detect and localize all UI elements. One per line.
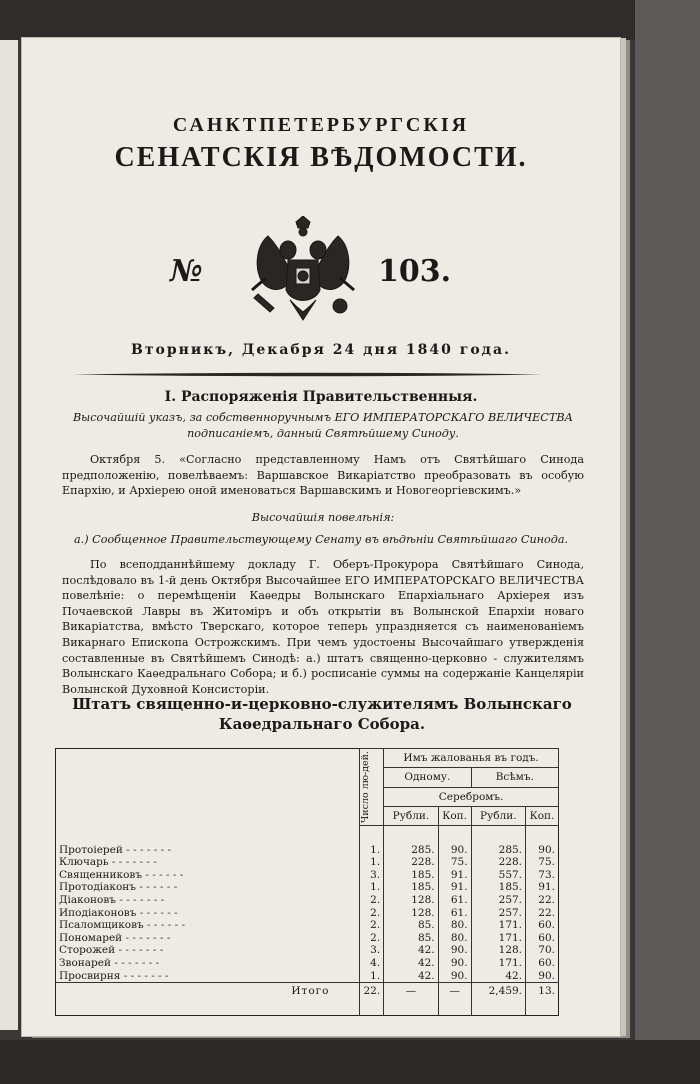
table-total-row: Итого 22. — — 2,459. 13. xyxy=(56,983,559,1000)
table-row: Просвирня - - - - - - - 1. 42. 90. 42. 90. xyxy=(56,970,559,983)
masthead-line-2: СЕНАТСКІЯ ВѢДОМОСТИ. xyxy=(114,142,528,173)
ornamental-rule xyxy=(72,372,542,377)
commands-heading: Высочайшія повелѣнія: xyxy=(251,511,395,524)
table-row: Псаломщиковъ - - - - - - 2. 85. 80. 171. 60. xyxy=(56,919,559,932)
issue-number: 103. xyxy=(378,254,452,289)
decree-heading-line-2: подписаніемъ, данный Святѣйшему Синоду. xyxy=(187,426,459,440)
header-rub-1: Рубли. xyxy=(384,806,438,825)
header-rub-2: Рубли. xyxy=(471,806,525,825)
table-row: Иподіаконовъ - - - - - - 2. 128. 61. 257. 22. xyxy=(56,907,559,920)
table-row: Сторожей - - - - - - - 3. 42. 90. 128. 70. xyxy=(56,944,559,957)
masthead-line-1: САНКТПЕТЕРБУРГСКІЯ xyxy=(172,114,470,136)
newspaper-page xyxy=(22,38,620,1036)
table-header-blank xyxy=(56,749,360,826)
table-row: Священниковъ - - - - - - 3. 185. 91. 557. 73. xyxy=(56,869,559,882)
table-row: Діаконовъ - - - - - - - 2. 128. 61. 257. 22. xyxy=(56,894,559,907)
header-kop-1: Коп. xyxy=(438,806,471,825)
double-headed-eagle-emblem xyxy=(248,216,358,328)
issue-date: Вторникъ, Декабря 24 дня 1840 года. xyxy=(131,342,511,358)
table-row: Ключарь - - - - - - - 1. 228. 75. 228. 75. xyxy=(56,856,559,869)
commands-text: По всеподданнѣйшему докладу Г. Оберъ-Прокурора Святѣйшаго Синода, послѣдовало въ 1-й день Октября Высочайшее ЕГО ИМПЕРАТОРСКАГО ВЕЛИЧЕСТВА повелѣніе: о перемѣщеніи Каѳедры Волынскаго Епархіальнаго Архіерея изъ Почаевской Лавры въ Житоміръ и объ открытіи въ Волынской Епархіи новаго Викаріатства, вмѣсто Тверскаго, которое теперь упраздняется съ наименованіемъ Викарнаго Епископа Острожскимъ. При чемъ удостоены Высочайшаго утвержденія составленные въ Святѣйшемъ Синодѣ: а.) штатъ священно-церковно - служителямъ Волынскаго Каѳедральнаго Собора; и б.) росписаніе суммы на содержаніе Канцеляріи Волынской Духовной Консисторіи. xyxy=(62,558,584,696)
number-sign: № xyxy=(170,254,203,289)
header-one: Одному. xyxy=(384,768,471,787)
previous-page-edge xyxy=(0,40,18,1030)
header-salary: Имъ жалованья въ годъ. xyxy=(384,749,559,768)
scan-background-bottom xyxy=(0,1040,700,1084)
table-row: Звонарей - - - - - - - 4. 42. 90. 171. 60. xyxy=(56,957,559,970)
section-title: I. Распоряженія Правительственныя. xyxy=(164,389,478,405)
header-kop-2: Коп. xyxy=(526,806,559,825)
table-title: Штатъ священно-и-церковно-служителямъ Волынскаго Каѳедральнаго Собора. xyxy=(72,695,572,733)
decree-heading-line-1: Высочайшій указъ, за собственноручнымъ ЕГО ИМПЕРАТОРСКАГО ВЕЛИЧЕСТВА xyxy=(72,411,574,424)
scan-background-top xyxy=(0,0,700,40)
header-people-count: Число лю-дей. xyxy=(360,749,384,826)
header-all: Всѣмъ. xyxy=(471,768,558,787)
commands-subheading: а.) Сообщенное Правительствующему Сенату въ вѣдѣніи Святѣйшаго Синода. xyxy=(74,533,569,546)
staff-table xyxy=(55,748,559,1016)
decree-text: Октября 5. «Согласно представленному Намъ отъ Святѣйшаго Синода предположенію, повелѣваемъ: Варшавское Викаріатство преобразовать въ особую Епархію, и Архіерею оной именоваться Варшавскимъ и Новогеоргіевскимъ.» xyxy=(62,453,584,498)
decree-heading xyxy=(62,410,584,441)
scan-background-right xyxy=(635,0,700,1084)
table-row: Протодіаконъ - - - - - - 1. 185. 91. 185. 91. xyxy=(56,881,559,894)
issue-block xyxy=(22,216,620,326)
header-silver: Серебромъ. xyxy=(384,787,559,806)
table-row: Пономарей - - - - - - - 2. 85. 80. 171. 60. xyxy=(56,932,559,945)
table-row: Протоіерей - - - - - - - 1. 285. 90. 285. 90. xyxy=(56,844,559,857)
